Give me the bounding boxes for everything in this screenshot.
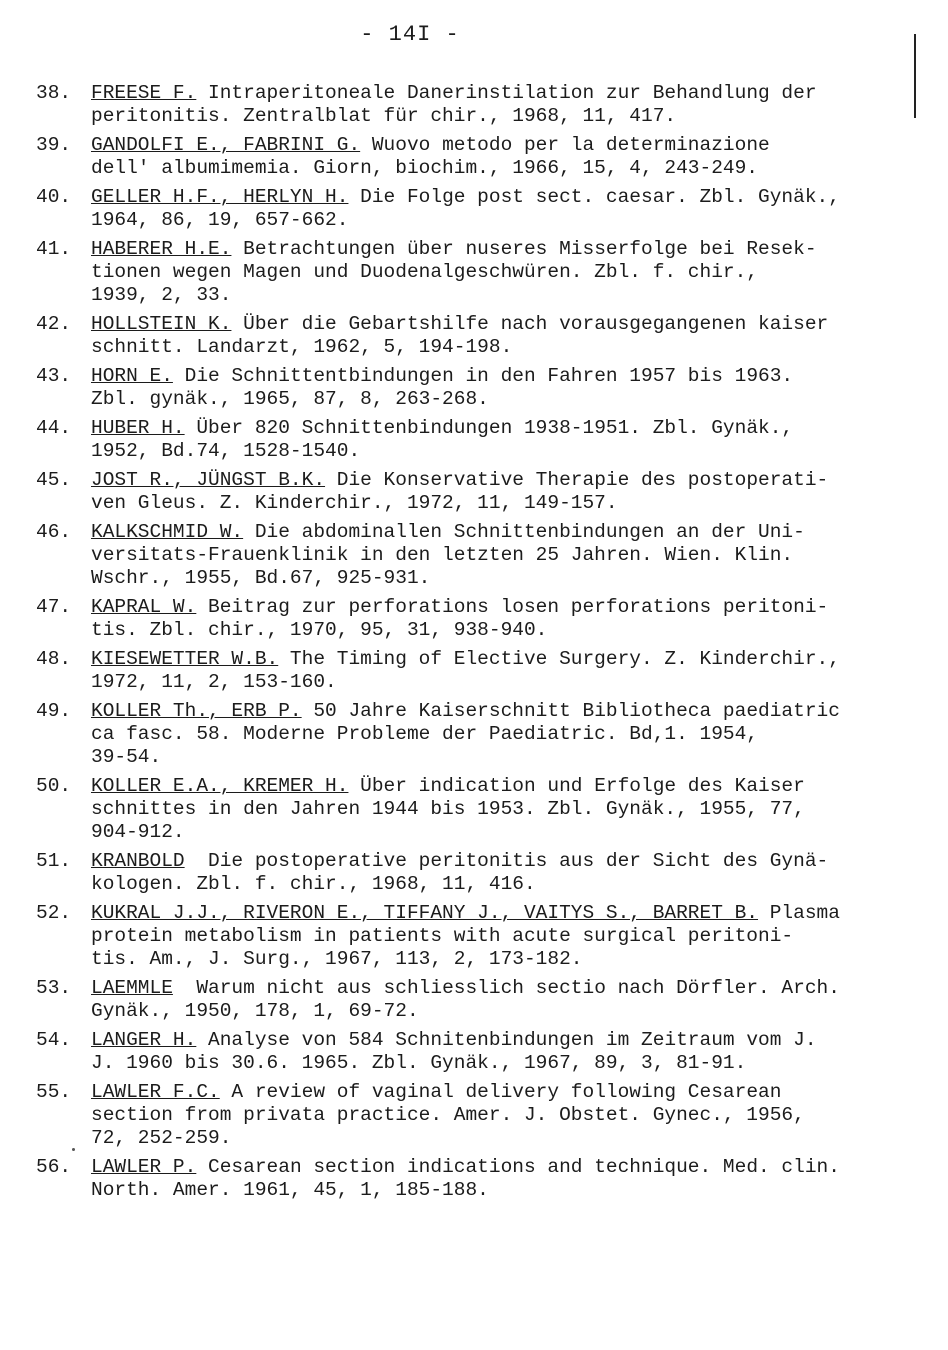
reference-text: [91, 902, 916, 971]
page-number: - 14I -: [360, 22, 460, 47]
reference-number: 56.: [36, 1156, 72, 1178]
reference-author: HABERER H.E.: [91, 238, 232, 260]
reference-text: [91, 82, 916, 128]
reference-author: FREESE F.: [91, 82, 197, 104]
reference-body: Die abdominallen Schnittenbindungen an der Uni- versitats-Frauenklinik in den letzten 25 Jahren. Wien. Klin. Wschr., 1955, Bd.67, 925-931.: [91, 521, 805, 589]
reference-item: [36, 82, 916, 128]
reference-text: [91, 977, 916, 1023]
reference-item: [36, 365, 916, 411]
reference-author: HUBER H.: [91, 417, 185, 439]
reference-text: [91, 134, 916, 180]
reference-item: [36, 596, 916, 642]
reference-number: 46.: [36, 521, 72, 543]
reference-number: 47.: [36, 596, 72, 618]
reference-number: 50.: [36, 775, 72, 797]
reference-body: A review of vaginal delivery following Cesarean section from privata practice. Amer. J. Obstet. Gynec., 1956, 72, 252-259.: [91, 1081, 805, 1149]
reference-body: Über die Gebartshilfe nach vorausgegangenen kaiser schnitt. Landarzt, 1962, 5, 194-198.: [91, 313, 829, 358]
reference-item: [36, 700, 916, 769]
reference-text: [91, 469, 916, 515]
reference-list: [36, 82, 916, 1208]
reference-body: Die Schnittentbindungen in den Fahren 1957 bis 1963. Zbl. gynäk., 1965, 87, 8, 263-268.: [91, 365, 794, 410]
reference-item: [36, 902, 916, 971]
reference-number: 42.: [36, 313, 72, 335]
reference-text: [91, 700, 916, 769]
reference-item: [36, 1029, 916, 1075]
reference-item: [36, 850, 916, 896]
reference-author: KALKSCHMID W.: [91, 521, 244, 543]
reference-text: [91, 1029, 916, 1075]
reference-body: Die Konservative Therapie des postoperati- ven Gleus. Z. Kinderchir., 1972, 11, 149-157.: [91, 469, 829, 514]
reference-body: The Timing of Elective Surgery. Z. Kinderchir., 1972, 11, 2, 153-160.: [91, 648, 840, 693]
reference-body: Die Folge post sect. caesar. Zbl. Gynäk., 1964, 86, 19, 657-662.: [91, 186, 840, 231]
reference-author: KIESEWETTER W.B.: [91, 648, 279, 670]
stray-mark: [72, 1148, 75, 1151]
reference-text: [91, 365, 916, 411]
reference-item: [36, 1081, 916, 1150]
reference-text: [91, 521, 916, 590]
reference-item: [36, 417, 916, 463]
reference-body: Cesarean section indications and technique. Med. clin. North. Amer. 1961, 45, 1, 185-188.: [91, 1156, 840, 1201]
reference-item: [36, 521, 916, 590]
reference-item: [36, 313, 916, 359]
reference-author: LANGER H.: [91, 1029, 197, 1051]
reference-body: 50 Jahre Kaiserschnitt Bibliotheca paediatric ca fasc. 58. Moderne Probleme der Paediatric. Bd,1. 1954, 39-54.: [91, 700, 840, 768]
reference-number: 49.: [36, 700, 72, 722]
reference-body: Über indication und Erfolge des Kaiser schnittes in den Jahren 1944 bis 1953. Zbl. Gynäk., 1955, 77, 904-912.: [91, 775, 805, 843]
reference-number: 55.: [36, 1081, 72, 1103]
reference-item: [36, 775, 916, 844]
reference-author: HOLLSTEIN K.: [91, 313, 232, 335]
reference-author: KOLLER Th., ERB P.: [91, 700, 302, 722]
reference-text: [91, 238, 916, 307]
reference-body: Wuovo metodo per la determinazione dell' albumimemia. Giorn, biochim., 1966, 15, 4, 243-249.: [91, 134, 770, 179]
reference-item: [36, 469, 916, 515]
reference-author: GANDOLFI E., FABRINI G.: [91, 134, 361, 156]
reference-text: [91, 775, 916, 844]
reference-author: JOST R., JÜNGST B.K.: [91, 469, 326, 491]
reference-text: [91, 1156, 916, 1202]
reference-text: [91, 186, 916, 232]
reference-number: 40.: [36, 186, 72, 208]
reference-author: KUKRAL J.J., RIVERON E., TIFFANY J., VAITYS S., BARRET B.: [91, 902, 759, 924]
reference-text: [91, 1081, 916, 1150]
reference-number: 53.: [36, 977, 72, 999]
reference-item: [36, 186, 916, 232]
reference-text: [91, 417, 916, 463]
reference-text: [91, 596, 916, 642]
reference-body: Intraperitoneale Danerinstilation zur Behandlung der peritonitis. Zentralblat für chir., 1968, 11, 417.: [91, 82, 817, 127]
reference-body: Analyse von 584 Schnitenbindungen im Zeitraum vom J. J. 1960 bis 30.6. 1965. Zbl. Gynäk., 1967, 89, 3, 81-91.: [91, 1029, 817, 1074]
reference-author: KAPRAL W.: [91, 596, 197, 618]
reference-number: 38.: [36, 82, 72, 104]
reference-item: [36, 1156, 916, 1202]
reference-body: Beitrag zur perforations losen perforations peritoni- tis. Zbl. chir., 1970, 95, 31, 938-940.: [91, 596, 829, 641]
reference-author: LAWLER F.C.: [91, 1081, 220, 1103]
reference-body: Plasma protein metabolism in patients with acute surgical peritoni- tis. Am., J. Surg., 1967, 113, 2, 173-182.: [91, 902, 840, 970]
reference-author: GELLER H.F., HERLYN H.: [91, 186, 349, 208]
reference-number: 51.: [36, 850, 72, 872]
reference-text: [91, 850, 916, 896]
reference-body: Warum nicht aus schliesslich sectio nach Dörfler. Arch. Gynäk., 1950, 178, 1, 69-72.: [91, 977, 840, 1022]
reference-author: KOLLER E.A., KREMER H.: [91, 775, 349, 797]
reference-number: 54.: [36, 1029, 72, 1051]
reference-number: 43.: [36, 365, 72, 387]
reference-body: Betrachtungen über nuseres Misserfolge bei Resek- tionen wegen Magen und Duodenalgeschwüren. Zbl. f. chir., 1939, 2, 33.: [91, 238, 817, 306]
reference-author: HORN E.: [91, 365, 173, 387]
reference-author: KRANBOLD: [91, 850, 185, 872]
reference-number: 41.: [36, 238, 72, 260]
reference-text: [91, 648, 916, 694]
reference-item: [36, 977, 916, 1023]
reference-body: Die postoperative peritonitis aus der Sicht des Gynä- kologen. Zbl. f. chir., 1968, 11, 416.: [91, 850, 829, 895]
reference-number: 39.: [36, 134, 72, 156]
reference-body: Über 820 Schnittenbindungen 1938-1951. Zbl. Gynäk., 1952, Bd.74, 1528-1540.: [91, 417, 794, 462]
reference-author: LAWLER P.: [91, 1156, 197, 1178]
reference-item: [36, 648, 916, 694]
reference-number: 44.: [36, 417, 72, 439]
reference-item: [36, 238, 916, 307]
reference-number: 45.: [36, 469, 72, 491]
reference-author: LAEMMLE: [91, 977, 173, 999]
reference-number: 48.: [36, 648, 72, 670]
reference-item: [36, 134, 916, 180]
reference-number: 52.: [36, 902, 72, 924]
reference-text: [91, 313, 916, 359]
